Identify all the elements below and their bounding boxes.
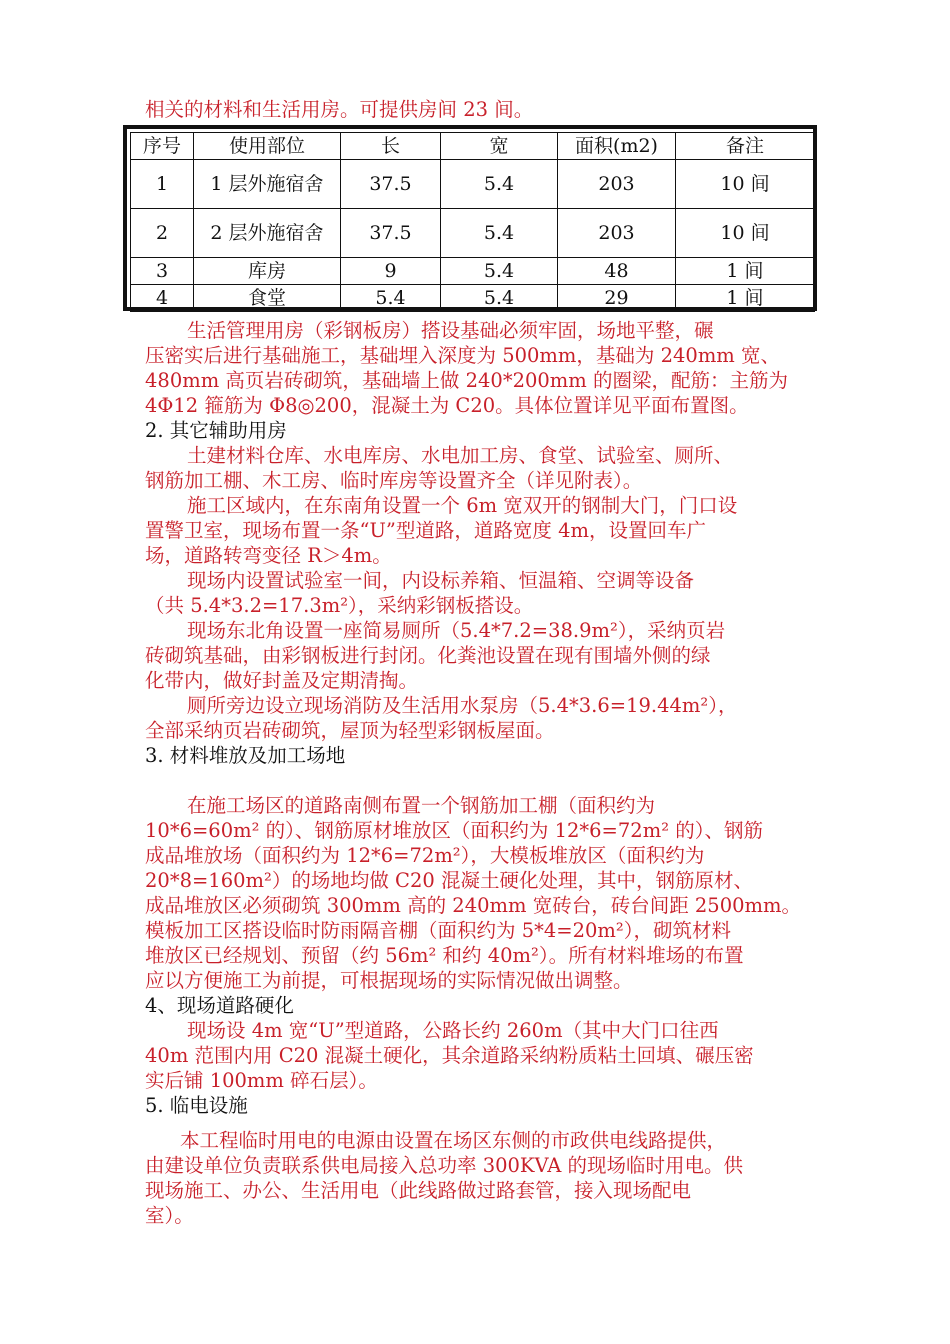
paragraph-line: 土建材料仓库、水电库房、水电加工房、食堂、试验室、厕所、 [187,444,734,467]
table-cell: 10 间 [676,209,815,258]
table-header-row [131,133,815,160]
table-cell: 10 间 [676,160,815,209]
paragraph-line: 现场施工、办公、生活用电（此线路做过路套管，接入现场配电 [145,1179,692,1202]
paragraph-line: 置警卫室，现场布置一条“U”型道路，道路宽度 4m，设置回车广 [145,519,706,542]
paragraph-line: （共 5.4*3.2=17.3m²），采纳彩钢板搭设。 [145,594,534,617]
paragraph-line: 现场东北角设置一座简易厕所（5.4*7.2=38.9m²），采纳页岩 [187,619,726,642]
paragraph-line: 模板加工区搭设临时防雨隔音棚（面积约为 5*4=20m²），砌筑材料 [145,919,731,942]
paragraph-line: 实后铺 100mm 碎石层）。 [145,1069,378,1092]
table-cell: 1 间 [676,285,815,312]
header-cell: 面积(m2) [558,133,676,160]
section-heading: 3. 材料堆放及加工场地 [145,744,346,767]
paragraph-line: 在施工场区的道路南侧布置一个钢筋加工棚（面积约为 [187,794,656,817]
header-cell: 长 [341,133,441,160]
intro-line: 相关的材料和生活用房。可提供房间 23 间。 [145,98,534,121]
table-row [131,285,815,312]
table-cell: 5.4 [441,209,558,258]
section-heading: 5. 临电设施 [145,1094,248,1117]
paragraph-line: 场，道路转弯变径 R＞4m。 [145,544,392,567]
paragraph-line: 施工区域内，在东南角设置一个 6m 宽双开的钢制大门，门口设 [187,494,738,517]
table-row [131,258,815,285]
paragraph-line: 20*8=160m²）的场地均做 C20 混凝土硬化处理，其中，钢筋原材、 [145,869,753,892]
paragraph-line: 40m 范围内用 C20 混凝土硬化，其余道路采纳粉质粘土回填、碾压密 [145,1044,754,1067]
paragraph-line: 现场设 4m 宽“U”型道路，公路长约 260m（其中大门口往西 [187,1019,719,1042]
paragraph-line: 由建设单位负责联系供电局接入总功率 300KVA 的现场临时用电。供 [145,1154,744,1177]
paragraph-line: 压密实后进行基础施工，基础埋入深度为 500mm，基础为 240mm 宽、 [145,344,780,367]
paragraph-line: 砖砌筑基础，由彩钢板进行封闭。化粪池设置在现有围墙外侧的绿 [145,644,711,667]
paragraph-line: 现场内设置试验室一间，内设标养箱、恒温箱、空调等设备 [187,569,695,592]
table-cell: 37.5 [341,209,441,258]
table-cell: 9 [341,258,441,285]
paragraph-line: 成品堆放场（面积约为 12*6=72m²），大模板堆放区（面积约为 [145,844,705,867]
paragraph-line: 本工程临时用电的电源由设置在场区东侧的市政供电线路提供， [180,1129,727,1152]
table-cell: 5.4 [441,285,558,312]
header-cell: 使用部位 [194,133,341,160]
paragraph-line: 厕所旁边设立现场消防及生活用水泵房（5.4*3.6=19.44m²）， [187,694,738,717]
paragraph-line: 应以方便施工为前提，可根据现场的实际情况做出调整。 [145,969,633,992]
table-cell: 食堂 [194,285,341,312]
paragraph-line: 室）。 [145,1204,194,1227]
table-cell: 1 间 [676,258,815,285]
paragraph-line: 10*6=60m² 的）、钢筋原材堆放区（面积约为 12*6=72m² 的）、钢筋 [145,819,763,842]
room-table [130,132,815,312]
table-row [131,160,815,209]
table-cell: 37.5 [341,160,441,209]
table-cell: 1 [131,160,194,209]
table-cell: 5.4 [441,160,558,209]
paragraph-line: 生活管理用房（彩钢板房）搭设基础必须牢固，场地平整，碾 [187,319,714,342]
table-cell: 5.4 [441,258,558,285]
table-cell: 203 [558,160,676,209]
section-heading: 4、现场道路硬化 [145,994,294,1017]
table-row [131,209,815,258]
paragraph-line: 成品堆放区必须砌筑 300mm 高的 240mm 宽砖台，砖台间距 2500mm。 [145,894,802,917]
paragraph-line: 全部采纳页岩砖砌筑，屋顶为轻型彩钢板屋面。 [145,719,555,742]
paragraph-line: 化带内，做好封盖及定期清掏。 [145,669,419,692]
header-cell: 序号 [131,133,194,160]
table-cell: 2 层外施宿舍 [194,209,341,258]
paragraph-line: 480mm 高页岩砖砌筑，基础墙上做 240*200mm 的圈梁，配筋：主筋为 [145,369,788,392]
section-heading: 2. 其它辅助用房 [145,419,287,442]
table-cell: 3 [131,258,194,285]
table-cell: 5.4 [341,285,441,312]
table-cell: 29 [558,285,676,312]
paragraph-line: 4Φ12 箍筋为 Φ8◎200，混凝土为 C20。具体位置详见平面布置图。 [145,394,749,417]
paragraph-line: 堆放区已经规划、预留（约 56m² 和约 40m²）。所有材料堆场的布置 [145,944,744,967]
header-cell: 宽 [441,133,558,160]
table-cell: 库房 [194,258,341,285]
table-cell: 1 层外施宿舍 [194,160,341,209]
table-cell: 48 [558,258,676,285]
dormitory-table [123,125,817,311]
table-cell: 2 [131,209,194,258]
table-cell: 4 [131,285,194,312]
header-cell: 备注 [676,133,815,160]
table-cell: 203 [558,209,676,258]
paragraph-line: 钢筋加工棚、木工房、临时库房等设置齐全（详见附表）。 [145,469,643,492]
